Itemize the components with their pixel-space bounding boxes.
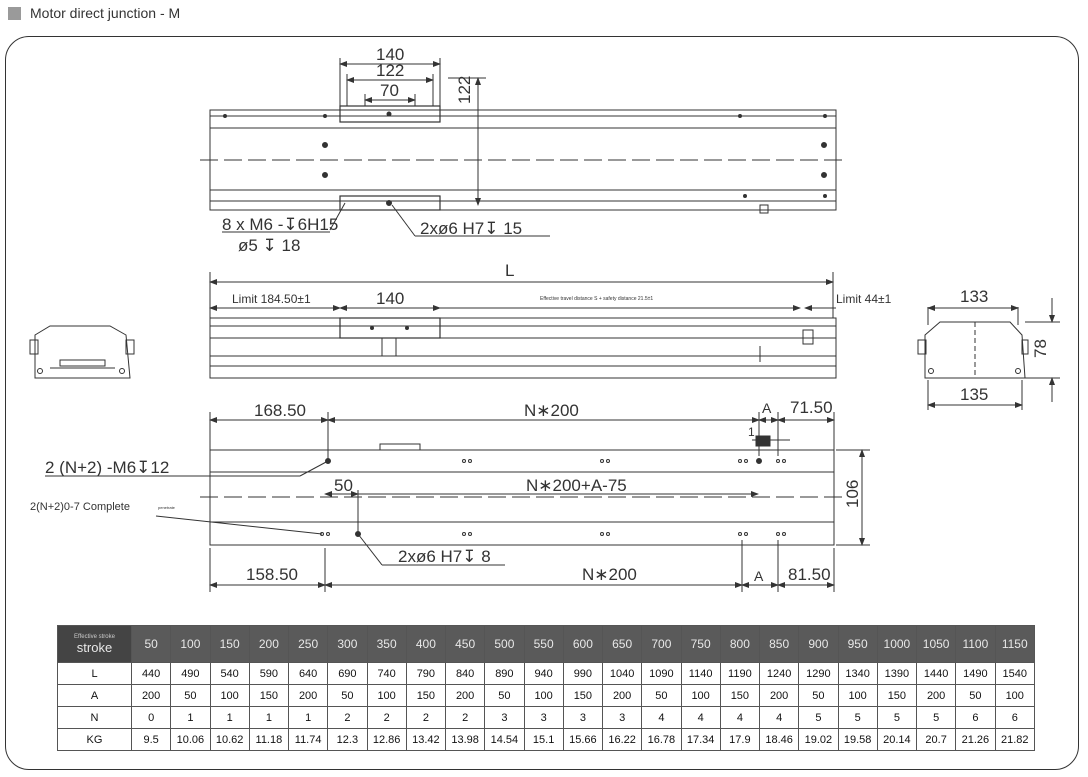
table-cell: 1390 — [877, 663, 916, 685]
table-cell: 21.26 — [956, 729, 995, 751]
limit-right: Limit 44±1 — [836, 292, 892, 306]
table-row-label: A — [58, 685, 132, 707]
spec-table — [57, 625, 1035, 751]
table-cell: 13.42 — [406, 729, 445, 751]
table-cell: 150 — [877, 685, 916, 707]
table-cell: 9.5 — [132, 729, 171, 751]
table-cell: 1040 — [603, 663, 642, 685]
dim-135: 135 — [960, 385, 989, 404]
table-cell: 1 — [210, 707, 249, 729]
dim-140-top: 140 — [376, 45, 405, 64]
table-cell: 1 — [171, 707, 210, 729]
note-m6-thread: 2 (N+2) -M6↧12 — [45, 458, 170, 477]
table-cell: 11.74 — [289, 729, 328, 751]
table-cell: 200 — [760, 685, 799, 707]
table-cell: 10.62 — [210, 729, 249, 751]
table-cell: 1090 — [642, 663, 681, 685]
table-cell: 690 — [328, 663, 367, 685]
table-header-stroke: 550 — [524, 626, 563, 663]
table-header-stroke: 100 — [171, 626, 210, 663]
table-cell: 0 — [132, 707, 171, 729]
table-cell: 2 — [406, 707, 445, 729]
table-cell: 19.02 — [799, 729, 838, 751]
table-cell: 590 — [249, 663, 288, 685]
table-cell: 5 — [877, 707, 916, 729]
table-cell: 1 — [249, 707, 288, 729]
note-complete-sub: penetrate — [158, 505, 175, 510]
table-cell: 18.46 — [760, 729, 799, 751]
table-cell: 150 — [249, 685, 288, 707]
table-cell: 200 — [132, 685, 171, 707]
table-cell: 12.3 — [328, 729, 367, 751]
table-cell: 1190 — [720, 663, 759, 685]
table-header-stroke: 700 — [642, 626, 681, 663]
dimension-labels — [30, 45, 1050, 584]
table-row-label: L — [58, 663, 132, 685]
dim-158-50: 158.50 — [246, 565, 298, 584]
table-header-stroke: 800 — [720, 626, 759, 663]
table-cell: 1540 — [995, 663, 1035, 685]
note-complete: 2(N+2)0-7 Complete — [30, 501, 130, 513]
dim-50: 50 — [334, 476, 353, 495]
table-cell: 100 — [995, 685, 1035, 707]
table-cell: 4 — [681, 707, 720, 729]
table-cell: 100 — [681, 685, 720, 707]
table-cell: 1290 — [799, 663, 838, 685]
table-cell: 3 — [563, 707, 602, 729]
table-cell: 12.86 — [367, 729, 406, 751]
table-header-stroke: 400 — [406, 626, 445, 663]
table-cell: 1140 — [681, 663, 720, 685]
table-cell: 50 — [799, 685, 838, 707]
table-cell: 3 — [485, 707, 524, 729]
table-cell: 14.54 — [485, 729, 524, 751]
table-row — [58, 663, 1035, 685]
table-cell: 50 — [328, 685, 367, 707]
table-cell: 4 — [642, 707, 681, 729]
table-cell: 15.1 — [524, 729, 563, 751]
table-header-stroke: 200 — [249, 626, 288, 663]
table-header-stroke: 150 — [210, 626, 249, 663]
dim-78: 78 — [1031, 339, 1050, 358]
table-cell: 5 — [799, 707, 838, 729]
table-cell: 2 — [446, 707, 485, 729]
table-header-stroke: 1000 — [877, 626, 916, 663]
table-row — [58, 729, 1035, 751]
table-cell: 6 — [956, 707, 995, 729]
table-header-stroke: 1100 — [956, 626, 995, 663]
table-header-stroke: 500 — [485, 626, 524, 663]
table-cell: 5 — [917, 707, 956, 729]
table-header-stroke: 350 — [367, 626, 406, 663]
dim-168-50: 168.50 — [254, 401, 306, 420]
table-cell: 540 — [210, 663, 249, 685]
table-row — [58, 707, 1035, 729]
table-header-stroke: 850 — [760, 626, 799, 663]
table-cell: 50 — [171, 685, 210, 707]
table-header-stroke: 900 — [799, 626, 838, 663]
table-row-label: N — [58, 707, 132, 729]
note-holes-d5: ø5 ↧ 18 — [238, 236, 301, 255]
dim-140-side: 140 — [376, 289, 405, 308]
table-header-row — [58, 626, 1035, 663]
table-cell: 1340 — [838, 663, 877, 685]
table-row — [58, 685, 1035, 707]
table-cell: 16.78 — [642, 729, 681, 751]
table-cell: 200 — [603, 685, 642, 707]
note-pin-top: 2xø6 H7↧ 15 — [420, 219, 523, 238]
table-header-stroke: 600 — [563, 626, 602, 663]
table-header-stroke: 300 — [328, 626, 367, 663]
table-cell: 5 — [838, 707, 877, 729]
table-cell: 990 — [563, 663, 602, 685]
dim-70: 70 — [380, 81, 399, 100]
table-cell: 20.14 — [877, 729, 916, 751]
dim-n200-a-75: N∗200+A-75 — [526, 476, 627, 495]
table-cell: 200 — [446, 685, 485, 707]
table-cell: 4 — [720, 707, 759, 729]
table-header-label-sub: Effective stroke — [74, 633, 115, 640]
table-cell: 50 — [956, 685, 995, 707]
note-pin-bottom: 2xø6 H7↧ 8 — [398, 547, 491, 566]
dim-81-50: 81.50 — [788, 565, 831, 584]
table-cell: 11.18 — [249, 729, 288, 751]
dim-L: L — [505, 261, 515, 280]
table-cell: 3 — [524, 707, 563, 729]
table-cell: 17.9 — [720, 729, 759, 751]
dim-n200-top: N∗200 — [524, 401, 579, 420]
table-cell: 16.22 — [603, 729, 642, 751]
table-cell: 490 — [171, 663, 210, 685]
table-header-stroke: 1050 — [917, 626, 956, 663]
table-cell: 50 — [485, 685, 524, 707]
dim-A-bottom: A — [754, 568, 764, 584]
dim-122-top: 122 — [376, 61, 405, 80]
dim-1: 1 — [748, 425, 755, 439]
limit-left: Limit 184.50±1 — [232, 292, 311, 306]
table-cell: 13.98 — [446, 729, 485, 751]
table-cell: 100 — [524, 685, 563, 707]
table-cell: 19.58 — [838, 729, 877, 751]
table-cell: 2 — [367, 707, 406, 729]
table-cell: 1240 — [760, 663, 799, 685]
dim-122-vertical: 122 — [455, 75, 474, 104]
table-cell: 100 — [210, 685, 249, 707]
table-cell: 1490 — [956, 663, 995, 685]
table-cell: 940 — [524, 663, 563, 685]
dim-106: 106 — [843, 479, 862, 508]
dim-A-top: A — [762, 400, 772, 416]
table-cell: 840 — [446, 663, 485, 685]
table-cell: 3 — [603, 707, 642, 729]
table-row-label: KG — [58, 729, 132, 751]
table-header-stroke: 650 — [603, 626, 642, 663]
page-title: Motor direct junction - M — [30, 5, 181, 21]
note-holes-m6: 8 x M6 -↧6H15 — [222, 215, 339, 234]
table-cell: 21.82 — [995, 729, 1035, 751]
left-end-view — [30, 326, 134, 378]
dim-133: 133 — [960, 287, 989, 306]
side-view-body — [210, 318, 836, 378]
table-header-stroke: 450 — [446, 626, 485, 663]
table-cell: 100 — [838, 685, 877, 707]
table-cell: 790 — [406, 663, 445, 685]
table-cell: 200 — [917, 685, 956, 707]
table-cell: 20.7 — [917, 729, 956, 751]
table-header-label-main: stroke — [76, 639, 113, 655]
table-header-stroke: 750 — [681, 626, 720, 663]
top-view — [200, 58, 845, 236]
table-header-stroke: 1150 — [995, 626, 1035, 663]
table-cell: 1440 — [917, 663, 956, 685]
table-cell: 1 — [289, 707, 328, 729]
table-cell: 150 — [406, 685, 445, 707]
table-cell: 150 — [720, 685, 759, 707]
dim-71-50: 71.50 — [790, 398, 833, 417]
table-cell: 440 — [132, 663, 171, 685]
table-cell: 6 — [995, 707, 1035, 729]
table-cell: 50 — [642, 685, 681, 707]
side-view — [210, 272, 836, 378]
table-header-stroke: 950 — [838, 626, 877, 663]
table-cell: 740 — [367, 663, 406, 685]
dim-n200-bottom: N∗200 — [582, 565, 637, 584]
table-header-stroke: 250 — [289, 626, 328, 663]
table-cell: 100 — [367, 685, 406, 707]
table-cell: 15.66 — [563, 729, 602, 751]
table-cell: 2 — [328, 707, 367, 729]
effective-travel-note: Effective travel distance S + safety distance 21.5±1 — [540, 296, 654, 302]
table-cell: 10.06 — [171, 729, 210, 751]
table-header-stroke: 50 — [132, 626, 171, 663]
table-cell: 890 — [485, 663, 524, 685]
table-cell: 200 — [289, 685, 328, 707]
table-cell: 17.34 — [681, 729, 720, 751]
table-cell: 150 — [563, 685, 602, 707]
table-header-label — [58, 626, 132, 663]
table-cell: 4 — [760, 707, 799, 729]
table-cell: 640 — [289, 663, 328, 685]
